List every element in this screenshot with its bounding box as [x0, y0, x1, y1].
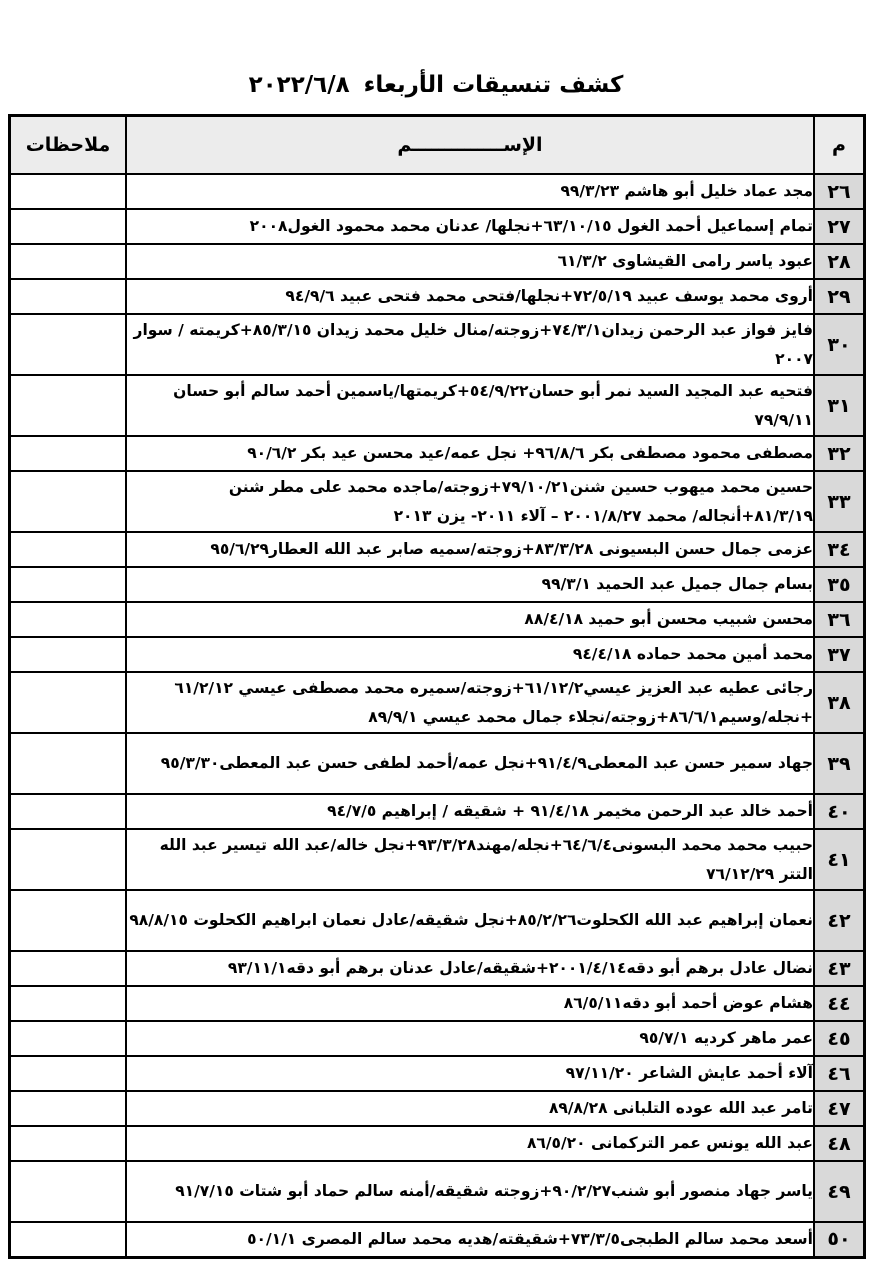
row-number: ٤٩: [814, 1161, 865, 1222]
row-name: حسين محمد ميهوب حسين شنن٧٩/١٠/٢١+زوجته/ماجده محمد على مطر شنن ٨١/٣/١٩+أنجاله/ محمد ٢٠٠١/٨/٢٧ – آلاء ٢٠١١- يزن ٢٠١٣: [126, 471, 814, 532]
table-row: [10, 1222, 865, 1257]
row-number: ٥٠: [814, 1222, 865, 1257]
row-notes: [10, 986, 127, 1021]
table-row: [10, 532, 865, 567]
row-name: عزمى جمال حسن البسيونى ٨٣/٣/٢٨+زوجته/سميه صابر عبد الله العطار٩٥/٦/٢٩: [126, 532, 814, 567]
row-notes: [10, 209, 127, 244]
row-notes: [10, 532, 127, 567]
row-number: ٢٧: [814, 209, 865, 244]
table-row: [10, 244, 865, 279]
row-name: نضال عادل برهم أبو دقه٢٠٠١/٤/١٤+شقيقه/عادل عدنان برهم أبو دقه٩٣/١١/١: [126, 951, 814, 986]
row-number: ٣٩: [814, 733, 865, 794]
row-notes: [10, 1091, 127, 1126]
row-number: ٢٦: [814, 174, 865, 209]
table-row: [10, 829, 865, 890]
row-number: ٣٣: [814, 471, 865, 532]
row-name: محسن شبيب محسن أبو حميد ٨٨/٤/١٨: [126, 602, 814, 637]
row-notes: [10, 733, 127, 794]
row-name: بسام جمال جميل عبد الحميد ٩٩/٣/١: [126, 567, 814, 602]
row-number: ٣٢: [814, 436, 865, 471]
row-number: ٣١: [814, 375, 865, 436]
row-name: أروى محمد يوسف عبيد ٧٢/٥/١٩+نجلها/فتحى محمد فتحى عبيد ٩٤/٩/٦: [126, 279, 814, 314]
row-number: ٢٨: [814, 244, 865, 279]
row-name: نعمان إبراهيم عبد الله الكحلوت٨٥/٢/٢٦+نجل شقيقه/عادل نعمان ابراهيم الكحلوت ٩٨/٨/١٥: [126, 890, 814, 951]
row-name: آلاء أحمد عايش الشاعر ٩٧/١١/٢٠: [126, 1056, 814, 1091]
row-notes: [10, 436, 127, 471]
row-name: حبيب محمد محمد البسونى٦٤/٦/٤+نجله/مهند٩٣/٣/٢٨+نجل خاله/عبد الله تيسير عبد الله التتر ٧٦/١٢/٢٩: [126, 829, 814, 890]
roster-table: [8, 114, 866, 1259]
table-row: [10, 1161, 865, 1222]
row-notes: [10, 672, 127, 733]
title-text: كشف تنسيقات الأربعاء: [363, 72, 624, 98]
row-number: ٣٧: [814, 637, 865, 672]
table-row: [10, 567, 865, 602]
table-row: [10, 436, 865, 471]
roster-body: [10, 174, 865, 1257]
table-row: [10, 794, 865, 829]
row-name: جهاد سمير حسن عبد المعطى٩١/٤/٩+نجل عمه/أحمد لطفى حسن عبد المعطى٩٥/٣/٣٠: [126, 733, 814, 794]
row-name: عمر ماهر كرديه ٩٥/٧/١: [126, 1021, 814, 1056]
table-row: [10, 209, 865, 244]
header-name: الإســــــــــــــم: [126, 116, 814, 175]
row-notes: [10, 1056, 127, 1091]
row-name: مصطفى محمود مصطفى بكر ٩٦/٨/٦+ نجل عمه/عيد محسن عيد بكر ٩٠/٦/٢: [126, 436, 814, 471]
table-row: [10, 314, 865, 375]
row-name: عبد الله يونس عمر التركمانى ٨٦/٥/٢٠: [126, 1126, 814, 1161]
row-name: أسعد محمد سالم الطبجى٧٣/٣/٥+شقيقته/هديه محمد سالم المصرى ٥٠/١/١: [126, 1222, 814, 1257]
row-number: ٤٥: [814, 1021, 865, 1056]
row-name: مجد عماد خليل أبو هاشم ٩٩/٣/٢٣: [126, 174, 814, 209]
row-number: ٤٤: [814, 986, 865, 1021]
row-notes: [10, 1126, 127, 1161]
row-number: ٣٤: [814, 532, 865, 567]
row-number: ٣٥: [814, 567, 865, 602]
row-notes: [10, 314, 127, 375]
row-name: أحمد خالد عبد الرحمن مخيمر ٩١/٤/١٨ + شقيقه / إبراهيم ٩٤/٧/٥: [126, 794, 814, 829]
table-row: [10, 1126, 865, 1161]
row-notes: [10, 1021, 127, 1056]
row-number: ٢٩: [814, 279, 865, 314]
table-row: [10, 1056, 865, 1091]
row-notes: [10, 794, 127, 829]
row-name: رجائى عطيه عبد العزيز عيسي٦١/١٢/٢+زوجته/سميره محمد مصطفى عيسي ٦١/٢/١٢ +نجله/وسيم٨٦/٦/١+زوجته/نجلاء جمال محمد عيسي ٨٩/٩/١: [126, 672, 814, 733]
row-number: ٣٨: [814, 672, 865, 733]
row-number: ٤٨: [814, 1126, 865, 1161]
table-row: [10, 672, 865, 733]
row-name: محمد أمين محمد حماده ٩٤/٤/١٨: [126, 637, 814, 672]
table-row: [10, 637, 865, 672]
table-row: [10, 951, 865, 986]
row-notes: [10, 375, 127, 436]
table-row: [10, 471, 865, 532]
table-row: [10, 375, 865, 436]
table-row: [10, 1021, 865, 1056]
row-number: ٣٠: [814, 314, 865, 375]
row-notes: [10, 637, 127, 672]
row-notes: [10, 829, 127, 890]
row-number: ٤٣: [814, 951, 865, 986]
row-number: ٤٠: [814, 794, 865, 829]
header-number: م: [814, 116, 865, 175]
header-row: [10, 116, 865, 175]
header-notes: ملاحظات: [10, 116, 127, 175]
table-row: [10, 986, 865, 1021]
row-notes: [10, 174, 127, 209]
row-name: هشام عوض أحمد أبو دقه٨٦/٥/١١: [126, 986, 814, 1021]
table-row: [10, 602, 865, 637]
row-notes: [10, 1222, 127, 1257]
table-row: [10, 174, 865, 209]
row-notes: [10, 471, 127, 532]
table-row: [10, 1091, 865, 1126]
row-name: تمام إسماعيل أحمد الغول ٦٣/١٠/١٥+نجلها/ عدنان محمد محمود الغول٢٠٠٨: [126, 209, 814, 244]
row-name: ياسر جهاد منصور أبو شنب٩٠/٢/٢٧+زوجته شقيقه/أمنه سالم حماد أبو شتات ٩١/٧/١٥: [126, 1161, 814, 1222]
row-name: فايز فواز عبد الرحمن زيدان٧٤/٣/١+زوجته/منال خليل محمد زيدان ٨٥/٣/١٥+كريمته / سوار ٢٠٠٧: [126, 314, 814, 375]
table-row: [10, 733, 865, 794]
row-notes: [10, 1161, 127, 1222]
row-number: ٣٦: [814, 602, 865, 637]
row-number: ٤٢: [814, 890, 865, 951]
table-row: [10, 279, 865, 314]
row-name: عبود ياسر رامى القيشاوى ٦١/٣/٢: [126, 244, 814, 279]
row-number: ٤١: [814, 829, 865, 890]
table-row: [10, 890, 865, 951]
row-number: ٤٧: [814, 1091, 865, 1126]
page-title: [0, 72, 872, 98]
row-number: ٤٦: [814, 1056, 865, 1091]
row-notes: [10, 602, 127, 637]
row-notes: [10, 567, 127, 602]
row-name: فتحيه عبد المجيد السيد نمر أبو حسان٥٤/٩/٢٢+كريمتها/ياسمين أحمد سالم أبو حسان ٧٩/٩/١١: [126, 375, 814, 436]
row-notes: [10, 244, 127, 279]
title-date: ٢٠٢٢/٦/٨: [248, 72, 350, 98]
row-notes: [10, 951, 127, 986]
row-notes: [10, 279, 127, 314]
row-notes: [10, 890, 127, 951]
row-name: تامر عبد الله عوده التلبانى ٨٩/٨/٢٨: [126, 1091, 814, 1126]
